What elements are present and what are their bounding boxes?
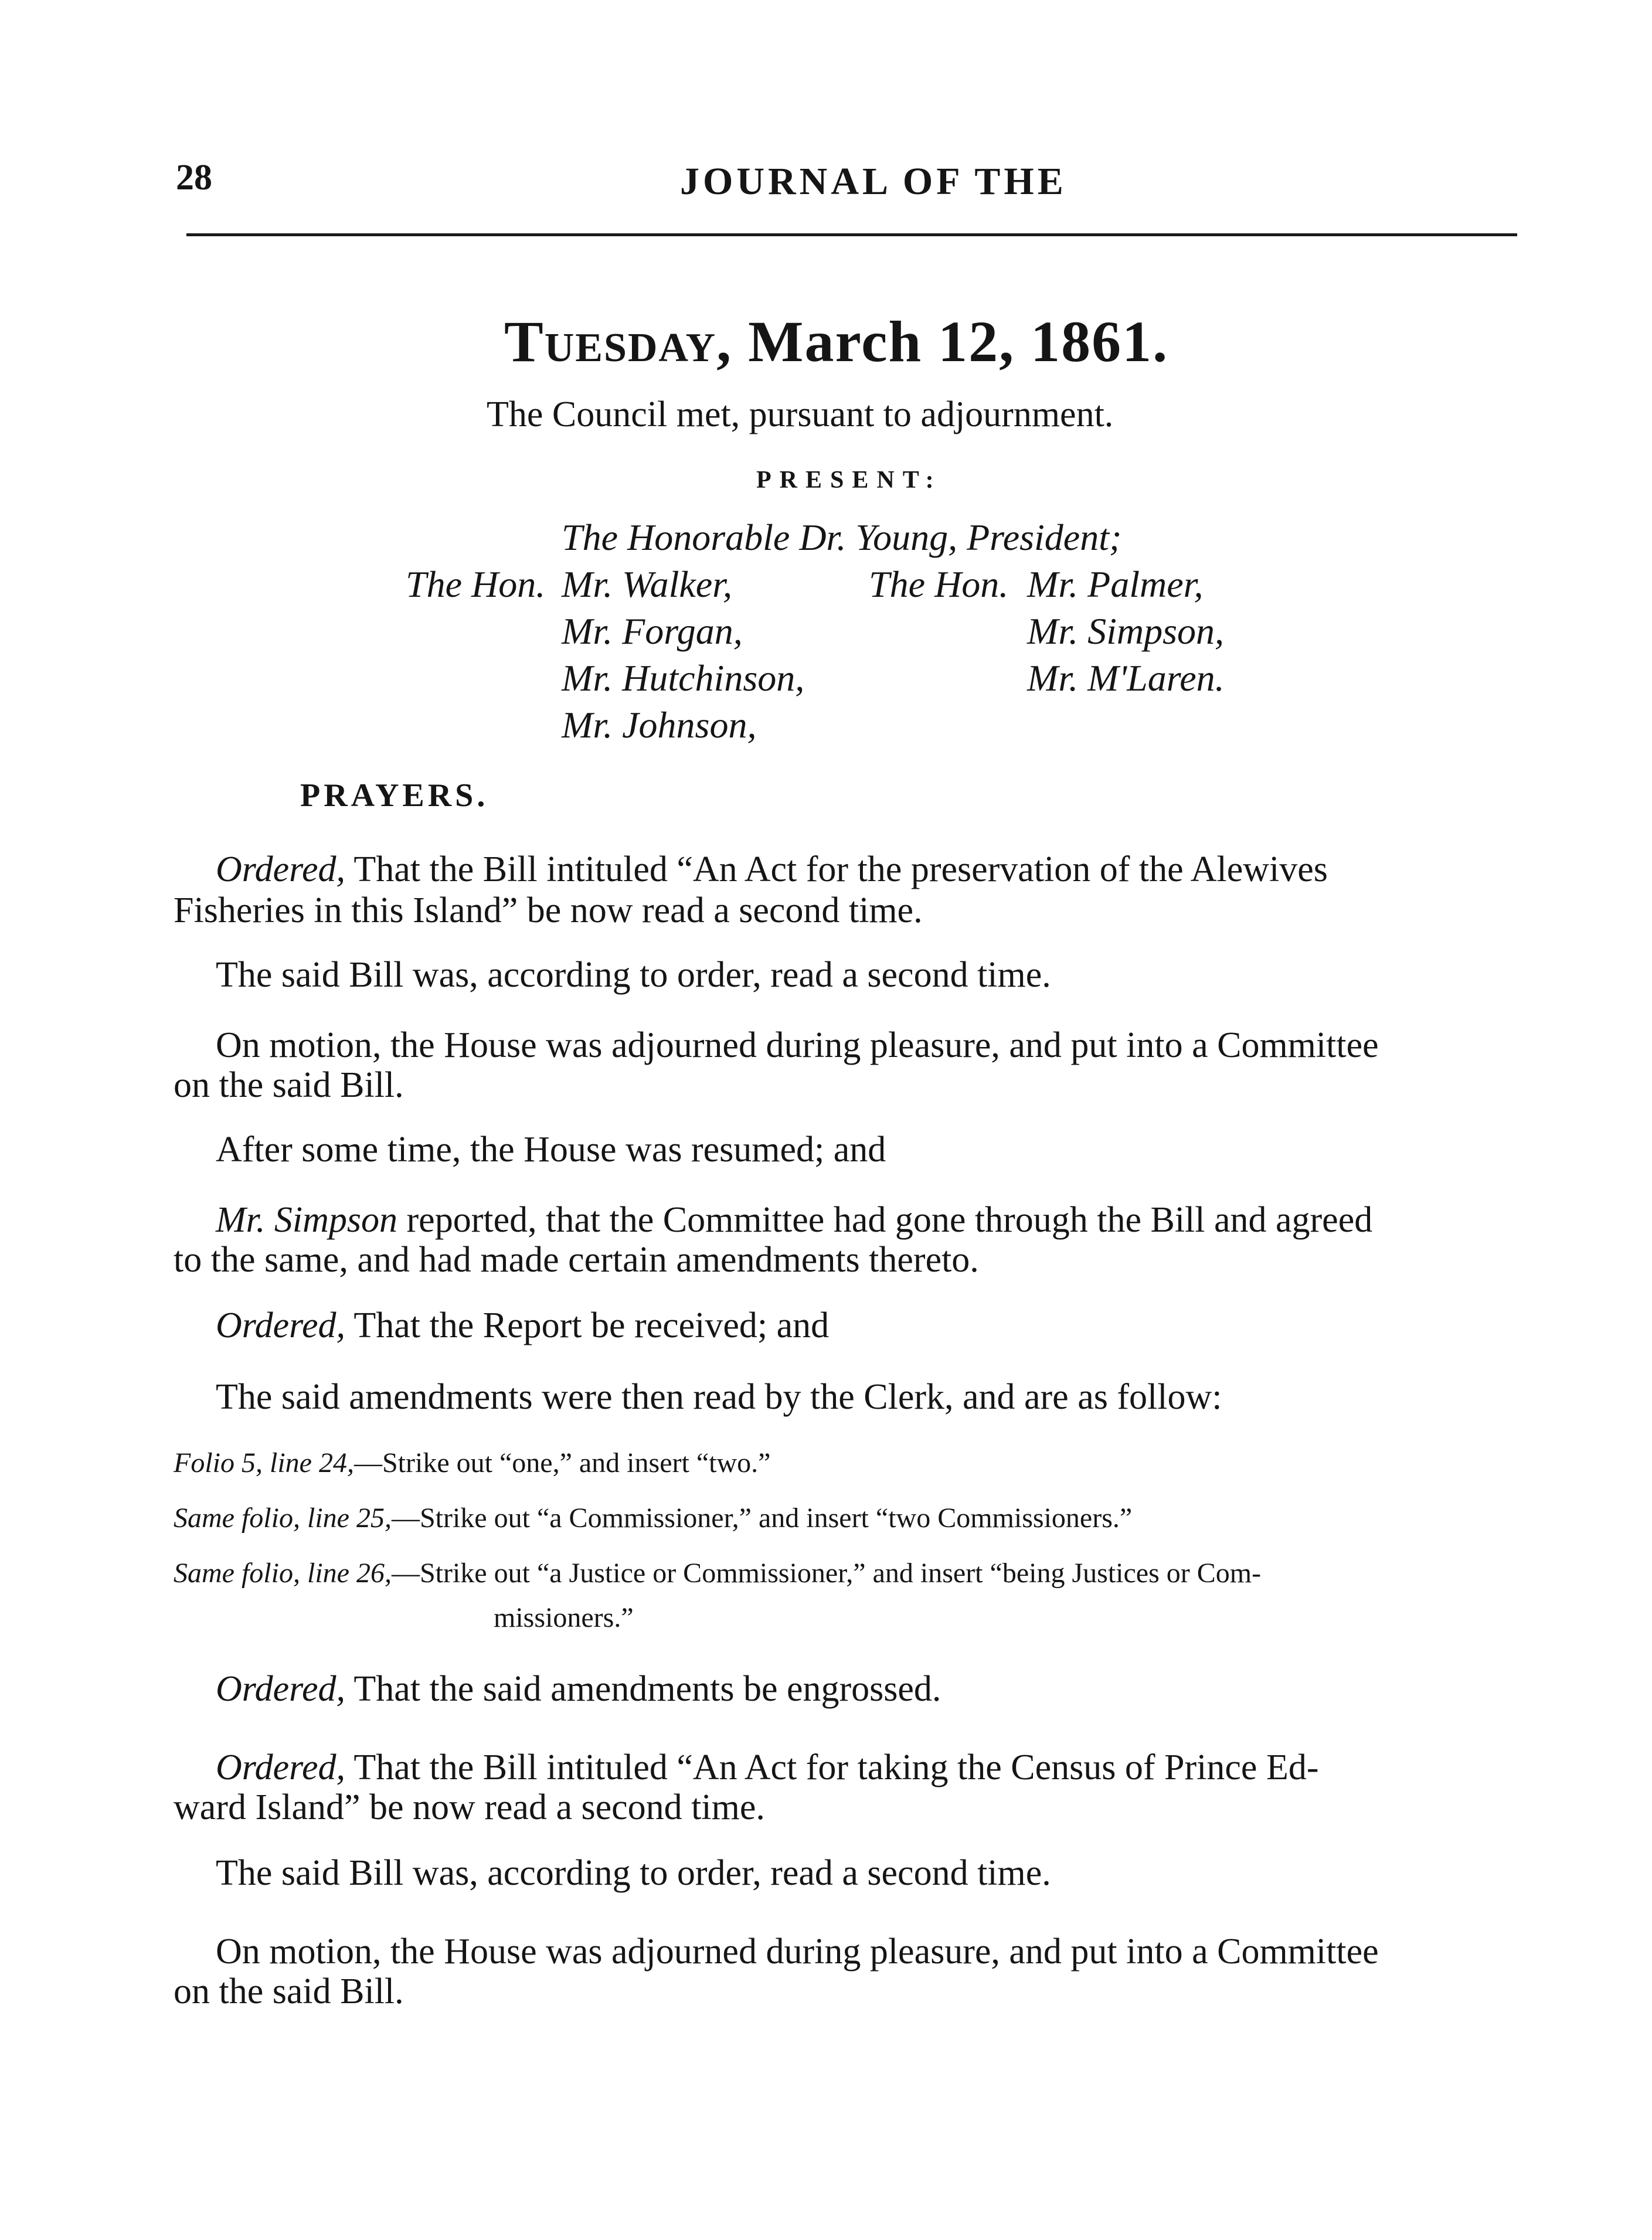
paragraph-line: The said Bill was, according to order, read a second time. [216, 1853, 1051, 1893]
paragraph-lead: Ordered, [216, 1669, 345, 1709]
amendment-label: Same folio, line 26, [174, 1558, 392, 1589]
paragraph-line: On motion, the House was adjourned during pleasure, and put into a Committee [216, 1025, 1379, 1065]
member-right: Mr. Simpson, [1027, 610, 1225, 652]
paragraph-line: The said Bill was, according to order, read a second time. [216, 955, 1051, 995]
paragraph-line: The said amendments were then read by the Clerk, and are as follow: [216, 1377, 1222, 1417]
paragraph [216, 1201, 1372, 1239]
amendment-text: —Strike out “a Justice or Commissioner,” and insert “being Justices or Com- [391, 1558, 1262, 1589]
amendment [174, 1557, 1261, 1589]
prayers-heading: PRAYERS. [300, 777, 489, 814]
meeting-line: The Council met, pursuant to adjournment. [487, 395, 1114, 434]
paragraph-line: ward Island” be now read a second time. [174, 1787, 765, 1827]
paragraph-line: That the Report be received; and [345, 1306, 830, 1345]
paragraph-line: on the said Bill. [174, 1065, 404, 1105]
date-heading-date: March 12, 1861. [748, 309, 1169, 374]
amendment-text: —Strike out “one,” and insert “two.” [353, 1447, 771, 1478]
paragraph-lead: Ordered, [216, 849, 345, 889]
paragraph [216, 1748, 1318, 1787]
member-left: Mr. Johnson, [562, 704, 757, 746]
date-heading-day: Tuesday, [504, 309, 733, 374]
left-prefix: The Hon. [406, 563, 546, 605]
paragraph [216, 1670, 941, 1708]
amendment-label: Same folio, line 25, [174, 1503, 392, 1534]
paragraph-line: That the Bill intituled “An Act for taking the Census of Prince Ed- [345, 1748, 1319, 1787]
paragraph-line: On motion, the House was adjourned during pleasure, and put into a Committee [216, 1932, 1379, 1972]
header-rule [186, 233, 1517, 236]
paragraph-line: After some time, the House was resumed; and [216, 1130, 886, 1170]
paragraph [216, 850, 1328, 889]
present-heading: PRESENT: [756, 467, 942, 494]
right-prefix: The Hon. [869, 563, 1009, 605]
paragraph-line: That the Bill intituled “An Act for the preservation of the Alewives [345, 849, 1328, 889]
amendment [174, 1447, 770, 1479]
paragraph-line: That the said amendments be engrossed. [345, 1669, 941, 1709]
president-line: The Honorable Dr. Young, President; [562, 516, 1122, 558]
member-left: Mr. Forgan, [562, 610, 743, 652]
page-number: 28 [176, 158, 212, 198]
paragraph-line: reported, that the Committee had gone through the Bill and agreed [397, 1200, 1373, 1240]
paragraph-lead: Ordered, [216, 1306, 345, 1345]
paragraph-line: on the said Bill. [174, 1972, 404, 2011]
date-heading [504, 308, 1168, 375]
member-left: Mr. Walker, [562, 563, 732, 605]
paragraph-line: Fisheries in this Island” be now read a second time. [174, 890, 923, 930]
paragraph-lead: Ordered, [216, 1748, 345, 1787]
paragraph-line: to the same, and had made certain amendments thereto. [174, 1240, 979, 1280]
paragraph [216, 1306, 829, 1345]
member-left: Mr. Hutchinson, [562, 657, 805, 699]
amendment-continuation: missioners.” [494, 1602, 634, 1633]
member-right: Mr. M'Laren. [1027, 657, 1225, 699]
paragraph-lead: Mr. Simpson [216, 1200, 398, 1240]
amendment [174, 1502, 1132, 1534]
member-right: Mr. Palmer, [1027, 563, 1204, 605]
running-title: JOURNAL OF THE [680, 160, 1067, 203]
amendment-label: Folio 5, line 24, [174, 1447, 354, 1478]
amendment-text: —Strike out “a Commissioner,” and insert “two Commissioners.” [391, 1503, 1133, 1534]
